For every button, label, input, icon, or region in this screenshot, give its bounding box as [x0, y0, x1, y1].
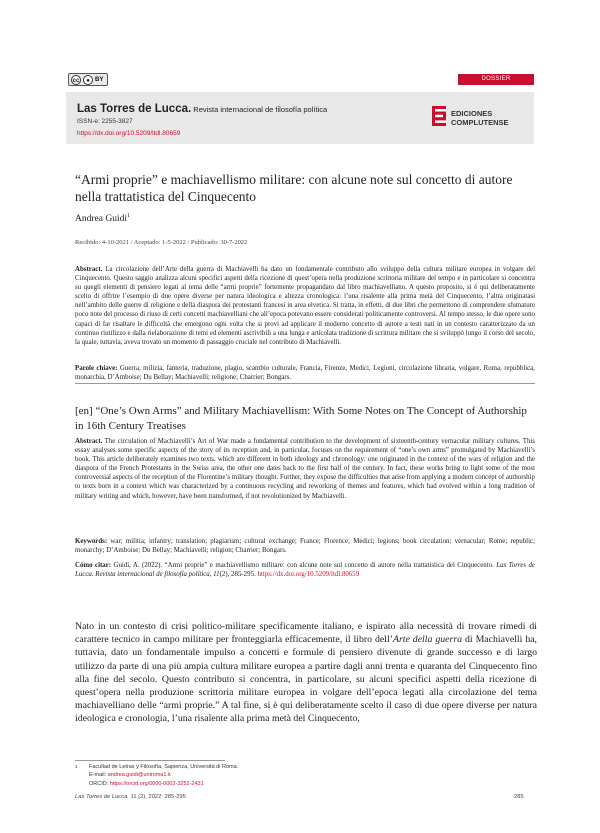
abstract-en-text: The circulation of Machiavelli’s Art of War made a fundamental contribution to the development of sixteenth-century vernacular military cultures. This essay analyses some specific aspects of the story of its reception and, in particular, focuses on the requirement of “one’s own arms” promulgated by Machiavelli’s book. This article deliberately examines two texts, which are different in both ideology and chronology: one originated in the context of the wars of religion and the diaspora of the French Protestants in the Swiss area, the other one dates back to the first half of the century. In fact, these works bring to light some of the most controversial aspects of the reception of the Florentine’s military thought. Further, they expose the difficulties that arise from applying a modern concept of authorship to texts born in a context which was characterized by a continuous recycling and reworking of themes and features, which had evolved within a long tradition of military writing and which, however, have been transformed, if not revolutionized by Machiavelli.: [75, 438, 535, 500]
citation: [75, 561, 535, 579]
journal-title: [77, 103, 327, 115]
ediciones-complutense-logo-icon: [432, 106, 446, 126]
keywords-label: Parole chiave:: [75, 365, 118, 372]
keywords-italian: [75, 364, 535, 382]
footnote-number: 1: [75, 764, 78, 769]
citation-label: Cómo citar:: [75, 562, 112, 569]
journal-subtitle: Revista internacional de filosofía política: [191, 105, 328, 114]
header-doi-link[interactable]: https://dx.doi.org/10.5209/ltdl.80659: [77, 130, 181, 137]
cc-icon: cc: [71, 75, 81, 85]
publisher-line-1: EDICIONES: [451, 109, 493, 118]
keywords-english: [75, 537, 535, 555]
page-footer-journal: [75, 794, 186, 800]
abstract-label: Abstract.: [75, 266, 103, 273]
by-person-icon: ●: [83, 75, 93, 85]
section-tag: DOSSIER: [458, 74, 534, 85]
body-text-a: Nato in un contesto di crisi politico-militare specificamente italiano, e ispirato alla necessità di trovare rimedi di carattere tecnico in campo militare per fronteggiarla efficacemente, il libro dell’: [75, 621, 537, 646]
english-title: [en] “One’s Own Arms” and Military Machiavellism: With Some Notes on The Concept of Authorship in 16th Century Treatises: [75, 405, 527, 432]
body-text-b: di Machiavelli ha, tuttavia, dato un fondamentale impulso a concetti e formule di pensiero divenute di grande successo e di largo utilizzo da parte di una più ampia cultura militare europea a partire dagli anni trenta e quaranta del Cinquecento fino alla fine del secolo. Questo contributo si concentra, in particolare, su alcuni specifici aspetti della ricezione di quest’opera nella produzione scrittoria militare europea in volgare dell’epoca legati alla circolazione del tema machiavelliano delle “armi proprie.” A tal fine, si è qui deliberatamente scelto il caso di due opere diverse per natura ideologica e cronologia, l’una risalente alla prima metà del Cinquecento,: [75, 634, 538, 725]
body-paragraph: [75, 620, 537, 726]
footer-issue: 11 (2), 2022: 285-295: [128, 794, 186, 800]
footnote: [75, 763, 238, 788]
footer-journal-name: Las Torres de Lucca.: [75, 794, 129, 800]
citation-doi-link[interactable]: https://dx.doi.org/10.5209/ltdl.80659: [257, 571, 360, 579]
abstract-english: [75, 437, 535, 501]
body-italic-title: Arte della guerra: [392, 634, 463, 646]
orcid-link[interactable]: https://orcid.org/0000-0002-3252-2431: [109, 780, 204, 787]
page-number: 285: [514, 794, 524, 800]
citation-text: Guidi, A. (2022). “Armi proprie” e machiavellismo militare: con alcune note sul concetto di autore nella trattatistica del Cinquecento.: [111, 562, 497, 569]
divider: [75, 383, 535, 384]
author: [75, 213, 130, 224]
keywords-en-text: war; militia; infantry; translation; plagiarism; cultural exchange; France; Florence; Medici; legions; book circulation; vernacular; Rome; republic; monarchy; D’Amboise; Du Bellay; Machiavelli; religion; Charrier; Bongars.: [75, 538, 535, 555]
email-label: E-mail:: [89, 772, 108, 779]
footnote-separator: [75, 760, 225, 761]
article-title: “Armi proprie” e machiavellismo militare: con alcune note sul concetto di autore nella trattatistica del Cinquecento: [75, 172, 513, 204]
cc-by-label: BY: [95, 76, 104, 83]
abstract-text: La circolazione dell’Arte della guerra di Machiavelli ha dato un fondamentale contributo allo sviluppo della cultura militare europea in volgare del Cinquecento. Questo saggio analizza alcuni specifici aspetti della ricezione di quest’opera nella produzione scrittoria militare del tempo e in particolare si concentra su quegli elementi di pensiero legati al tema delle “armi proprie” fortemente propagandato dal libro machiavelliano. A questo proposito, si è qui deliberatamente scelto di offrire l’esempio di due opere diverse per natura ideologica e altezza cronologica: l’una risalente alla prima metà del Cinquecento, l’altra originatasi nell’ambito delle guerre di religione e della diaspora dei protestanti francesi in area elvetica. Si tratta, in effetti, di due libri che permettono di comprendere sfumature poco note del processo di riuso di certi concetti machiavelliani che all’epoca potevano essere considerati politicamente controversi. Al tempo stesso, le due opere sono capaci di far risaltare le difficoltà che emergono ogni volta che si provi ad applicare il moderno concetto di autore a testi nati in un contesto caratterizzato da un continuo riutilizzo e dalla rielaborazione di temi ed elementi ascrivibili a una lunga e articolata tradizione di scrittura militare che si sviluppò lungo il corso del secolo, la quale, tuttavia, aveva trovato un momento di passaggio cruciale nel contributo di Machiavelli.: [75, 266, 535, 346]
abstract-italian: [75, 265, 535, 347]
issn: ISSN-e: 2255-3827: [77, 118, 133, 125]
journal-name: Las Torres de Lucca.: [77, 103, 192, 115]
email-link[interactable]: andrea.guidi@uniroma1.it: [107, 772, 171, 779]
abstract-en-label: Abstract.: [75, 438, 103, 445]
article-dates: Recibido: 4-10-2021 / Aceptado: 1-5-2022 / Publicado: 30-7-2022: [75, 239, 248, 246]
author-name: Andrea Guidi: [75, 214, 127, 225]
footnote-line-orcid: [75, 780, 238, 788]
citation-issue: (2), 285-295.: [219, 571, 258, 579]
orcid-label: ORCID:: [89, 780, 110, 787]
cc-license-badge[interactable]: [68, 73, 108, 86]
author-footnote-mark[interactable]: 1: [126, 213, 130, 219]
footnote-line-email: [75, 771, 238, 779]
publisher-line-2: COMPLUTENSE: [451, 118, 509, 127]
citation-journal: Las Torres de Lucca. Revista internacional de filosofía política, 11: [75, 562, 535, 579]
footnote-affiliation: Facultad de Letras y Filosofía, Sapienza, Università di Roma.: [89, 764, 239, 770]
footnote-line-affiliation: [75, 763, 238, 771]
publisher-name: [451, 109, 509, 127]
keywords-en-label: Keywords:: [75, 538, 108, 545]
keywords-text: Guerra, milizia, fanteria, traduzione, plagio, scambio culturale, Francia, Firenze, Medici, Legioni, circolazione libraria, volgare, Roma, repubblica, monarchia, D’Amboise; Du Bellay; Machiavelli; religione; Charrier; Bongars.: [75, 365, 536, 382]
